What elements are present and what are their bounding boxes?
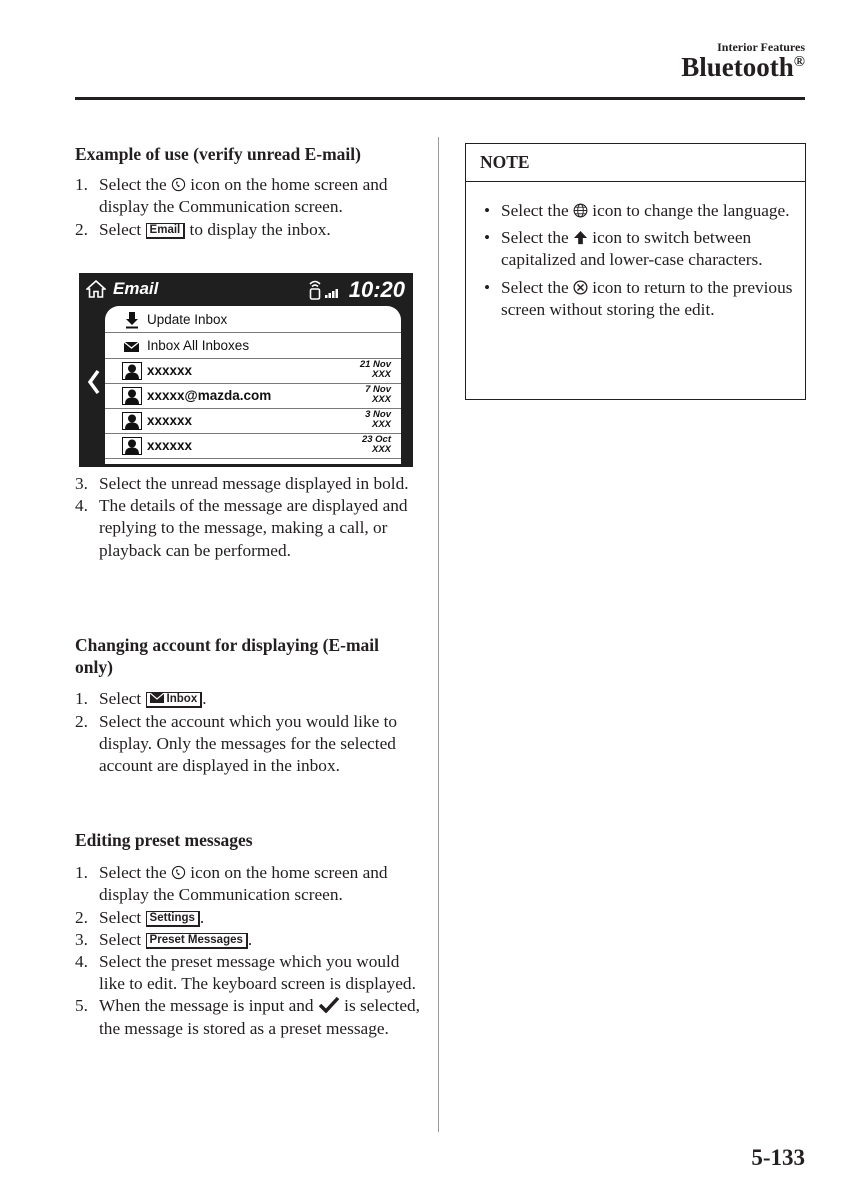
contact-icon [122, 437, 142, 455]
bullet: • [484, 277, 491, 297]
step-number: 3. [75, 929, 88, 949]
section-label: Interior Features [717, 40, 805, 54]
steps-list [75, 174, 420, 241]
message-row[interactable] [105, 434, 401, 459]
step-text: When the message is input and [99, 996, 318, 1016]
message-row[interactable] [105, 409, 401, 434]
message-date [362, 435, 391, 455]
step-1 [75, 174, 420, 218]
step-3 [75, 929, 420, 951]
step-number: 4. [75, 496, 88, 516]
step-4 [75, 951, 420, 995]
phone-connection-icon [305, 278, 325, 300]
date-line-1: 7 Nov [365, 384, 391, 395]
step-text-cont: . [247, 929, 253, 949]
sender: xxxxxx [147, 438, 193, 453]
step-text: The details of the message are displayed and replying to the message, making a call, or playback can be performed. [99, 496, 408, 560]
step-text: Select [99, 219, 146, 239]
step-1 [75, 862, 420, 906]
section-changing-account [75, 634, 420, 777]
step-4 [75, 495, 420, 562]
step-2 [75, 219, 420, 241]
page-title [681, 52, 805, 83]
step-text: Select [99, 929, 146, 949]
registered-mark: ® [793, 54, 805, 70]
email-button-label: Email [146, 223, 186, 239]
steps-list [75, 862, 420, 1040]
column-divider [438, 137, 439, 1132]
download-arrow-icon [122, 311, 142, 329]
bullet: • [484, 228, 491, 248]
step-text: Select the [99, 175, 171, 195]
step-2 [75, 711, 420, 778]
communication-icon [171, 177, 186, 192]
shift-arrow-up-icon [573, 230, 588, 245]
preset-messages-button-label: Preset Messages [146, 933, 248, 949]
note-item-shift [466, 227, 805, 271]
note-text: Select the [501, 201, 573, 220]
step-number: 2. [75, 219, 88, 239]
contact-icon [122, 362, 142, 380]
date-line-2: XXX [371, 444, 391, 455]
step-number: 2. [75, 711, 88, 731]
message-date [365, 385, 391, 405]
step-number: 2. [75, 907, 88, 927]
back-chevron-icon[interactable] [86, 368, 102, 396]
bullet: • [484, 201, 491, 220]
date-line-1: 23 Oct [361, 434, 391, 445]
step-text-cont: is selected, the message is stored as a preset message. [99, 996, 420, 1038]
step-number: 3. [75, 474, 88, 493]
section-title: Example of use (verify unread E-mail) [75, 144, 361, 164]
screen-header [79, 273, 413, 305]
step-text-cont: . [199, 907, 205, 927]
step-number: 5. [75, 996, 88, 1016]
signal-strength-icon [325, 288, 341, 298]
step-number: 4. [75, 952, 88, 972]
step-text: Select [99, 689, 146, 709]
message-row[interactable] [105, 384, 401, 409]
clock: 10:20 [348, 277, 405, 302]
communication-icon [171, 865, 186, 880]
note-box [465, 143, 806, 400]
envelope-icon [122, 337, 142, 355]
message-date [365, 410, 391, 430]
note-text: Select the [501, 228, 573, 248]
section-title: Changing account for displaying (E-mail only) [75, 635, 380, 678]
email-inbox-screen [79, 273, 413, 467]
date-line-2: XXX [371, 419, 391, 430]
row-label: Update Inbox [147, 312, 228, 327]
section-verify-unread-email-cont [75, 473, 420, 562]
step-number: 1. [75, 689, 88, 709]
steps-list [75, 688, 420, 777]
settings-button-label: Settings [146, 911, 200, 927]
contact-icon [122, 412, 142, 430]
inbox-button-label [146, 692, 203, 708]
note-text-cont: icon to change the language. [587, 201, 790, 220]
date-line-2: XXX [371, 369, 391, 380]
date-line-1: 3 Nov [365, 409, 391, 420]
step-text: Select [99, 907, 146, 927]
message-row[interactable] [105, 359, 401, 384]
steps-list [75, 473, 420, 562]
step-3 [75, 473, 420, 495]
step-text-cont: icon on the home screen and display the Communication screen. [99, 175, 388, 217]
header-rule [75, 97, 805, 100]
note-item-language [466, 200, 805, 222]
note-text-cont: icon to switch between capitalized and lower-case characters. [501, 228, 763, 270]
page-number: 5-133 [751, 1145, 805, 1170]
note-text-cont: icon to return to the previous screen without storing the edit. [501, 277, 793, 319]
sender: xxxxxx [147, 363, 193, 378]
cancel-x-circle-icon [573, 280, 588, 295]
step-text-cont: to display the inbox. [185, 219, 331, 239]
date-line-1: 21 Nov [359, 359, 391, 370]
envelope-icon [150, 693, 164, 703]
row-label: Inbox All Inboxes [147, 338, 250, 353]
globe-icon [573, 203, 588, 218]
step-text: Select the [99, 863, 171, 883]
screen-title: Email [113, 279, 159, 298]
update-inbox-row[interactable] [105, 308, 401, 333]
inbox-label-text: Inbox [166, 693, 198, 706]
step-text: Select the account which you would like to display. Only the messages for the selected account are displayed in the inbox. [99, 711, 398, 776]
inbox-select-row[interactable] [105, 334, 401, 359]
step-text-cont: icon on the home screen and display the Communication screen. [99, 863, 388, 905]
section-editing-preset-messages [75, 829, 420, 1040]
contact-icon [122, 387, 142, 405]
checkmark-icon [318, 996, 340, 1013]
note-list [466, 200, 805, 321]
date-line-2: XXX [371, 394, 391, 405]
note-text: Select the [501, 277, 573, 297]
section-verify-unread-email [75, 143, 420, 241]
message-date [360, 360, 391, 380]
step-text: Select the unread message displayed in bold. [99, 474, 409, 493]
step-number: 1. [75, 863, 88, 883]
note-item-cancel [466, 277, 805, 321]
section-title: Editing preset messages [75, 830, 253, 850]
sender: xxxxxx [147, 413, 193, 428]
step-text: Select the preset message which you would like to edit. The keyboard screen is displayed. [99, 952, 416, 994]
page-title-text: Bluetooth [681, 52, 794, 82]
sender: xxxxx@mazda.com [147, 388, 272, 403]
step-number: 1. [75, 175, 88, 195]
step-1 [75, 688, 420, 710]
inbox-list [105, 306, 401, 464]
note-title: NOTE [466, 144, 805, 182]
step-5 [75, 995, 420, 1039]
home-icon [86, 280, 106, 298]
step-text-cont: . [202, 689, 207, 709]
step-2 [75, 907, 420, 929]
